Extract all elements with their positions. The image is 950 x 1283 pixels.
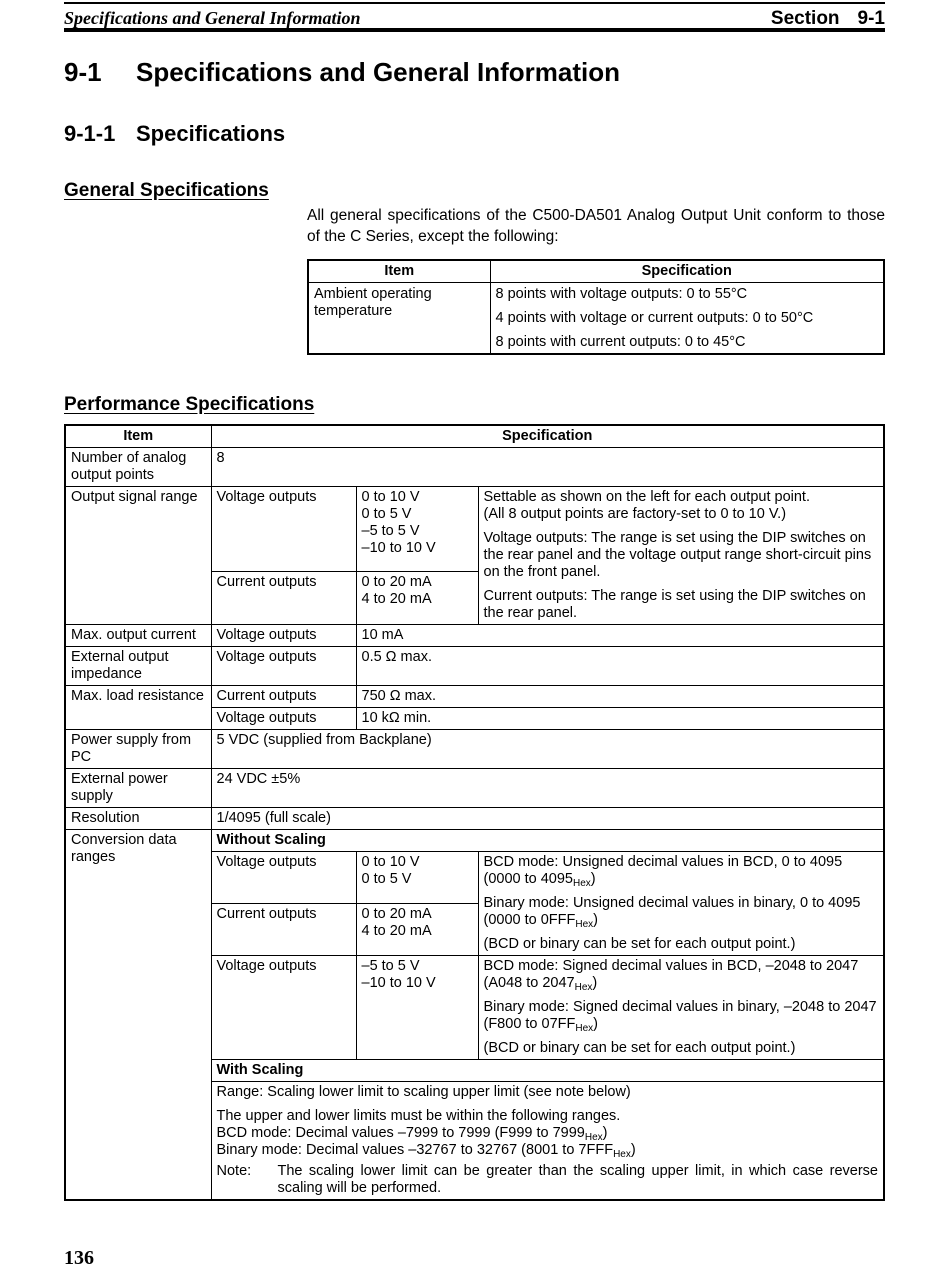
range-value: 0 to 10 V [361,854,420,870]
signed-bcd-note [484,958,879,992]
row-value-power-supply: 5 VDC (supplied from Backplane) [211,730,884,769]
range-value: 4 to 20 mA [361,591,432,607]
general-specs-intro: All general specifications of the C500-DA501 Analog Output Unit conform to those of the C Series, except the following: [307,207,885,245]
scaling-bcd-line [217,1125,879,1142]
row-label-max-load: Max. load resistance [65,686,211,730]
cell-conv-current-ranges [356,904,478,956]
running-header [64,2,885,32]
row-value-resolution: 1/4095 (full scale) [211,808,884,830]
temp-spec-line: 4 points with voltage or current outputs: 0 to 50°C [495,310,814,326]
note-text: ) [593,912,599,928]
cell-voltage-outputs: Voltage outputs [211,625,356,647]
bcd-or-binary-note: (BCD or binary can be set for each output point.) [483,936,796,952]
note-text: BCD mode: Unsigned decimal values in BCD, 0 to 4095 (0000 to 4095 [483,854,843,887]
range-note: Current outputs: The range is set using the DIP switches on the rear panel. [483,588,866,621]
range-value: 0 to 20 mA [361,906,432,922]
note-text: BCD mode: Signed decimal values in BCD, –2048 to 2047 (A048 to 2047 [483,958,859,991]
table-row [65,487,884,572]
cell-voltage-outputs: Voltage outputs [211,852,356,904]
performance-specs-table [64,424,885,1201]
general-specs-heading: General Specifications [64,180,269,201]
note-text: Binary mode: Unsigned decimal values in binary, 0 to 4095 (0000 to 0FFF [483,895,861,928]
section-heading-number: 9-1 [64,57,102,87]
unsigned-bcd-note [484,854,879,888]
cell-current-ranges [356,572,478,625]
performance-specs-heading: Performance Specifications [64,394,315,415]
bcd-or-binary-note: (BCD or binary can be set for each output point.) [483,1040,796,1056]
range-value: 4 to 20 mA [361,923,432,939]
subsection-heading-title: Specifications [136,121,286,146]
row-value-max-current: 10 mA [356,625,884,647]
row-value-ambient-temp [490,283,884,355]
table-header-row [65,425,884,448]
table-row [65,448,884,487]
page-number: 136 [64,1247,94,1269]
range-value: –5 to 5 V [361,958,420,974]
general-specs-table [307,259,885,355]
row-label-ext-power: External power supply [65,769,211,808]
header-section [771,8,885,30]
scaling-binary-line [217,1142,879,1159]
subsection-heading-number: 9-1-1 [64,121,116,146]
note-text: The scaling lower limit can be greater than the scaling upper limit, in which case reverse scaling will be performed. [277,1163,878,1196]
row-value-ext-impedance: 0.5 Ω max. [356,647,884,686]
range-value: –10 to 10 V [361,975,436,991]
hex-subscript: Hex [575,1023,594,1034]
col-header-item: Item [308,260,490,283]
cell-unsigned-notes [478,852,884,956]
cell-voltage-outputs: Voltage outputs [211,956,356,1060]
without-scaling-heading: Without Scaling [211,830,884,852]
col-header-item: Item [65,425,211,448]
range-value: 0 to 10 V [361,489,420,505]
note-text: BCD mode: Decimal values –7999 to 7999 (F999 to 7999 [216,1125,585,1141]
table-row [65,625,884,647]
note-text: ) [602,1125,608,1141]
range-note-line: (All 8 output points are factory-set to 0 to 10 V.) [483,506,787,522]
hex-subscript: Hex [575,919,594,930]
table-row [65,769,884,808]
scaling-note [211,1161,884,1200]
row-value-ext-power: 24 VDC ±5% [211,769,884,808]
col-header-spec: Specification [490,260,884,283]
table-header-row [308,260,884,283]
cell-current-outputs: Current outputs [211,904,356,956]
note-block [217,1163,879,1197]
range-note: Voltage outputs: The range is set using the DIP switches on the rear panel and the voltage output range short-circuit pins on the front panel. [483,530,872,580]
header-title: Specifications and General Information [64,8,361,28]
row-label-ext-impedance: External output impedance [65,647,211,686]
header-section-number: 9-1 [857,8,885,29]
table-row [65,830,884,852]
row-label-conversion: Conversion data ranges [65,830,211,1201]
signed-binary-note [484,999,879,1033]
note-text: Binary mode: Signed decimal values in binary, –2048 to 2047 (F800 to 07FF [483,999,877,1032]
note-text: ) [630,1142,636,1158]
row-label-power-supply: Power supply from PC [65,730,211,769]
hex-subscript: Hex [613,1149,631,1160]
note-label: Note: [216,1163,252,1179]
range-value: 0 to 5 V [361,871,412,887]
cell-voltage-outputs: Voltage outputs [211,708,356,730]
section-heading-title: Specifications and General Information [136,57,620,87]
scaling-limits-line: The upper and lower limits must be within the following ranges. [216,1108,621,1124]
row-label-num-points: Number of analog output points [65,448,211,487]
cell-signed-notes [478,956,884,1060]
cell-conv-signed-ranges [356,956,478,1060]
range-note-line: Settable as shown on the left for each output point. [483,489,810,505]
row-value-num-points: 8 [211,448,884,487]
hex-subscript: Hex [573,878,591,889]
cell-voltage-outputs: Voltage outputs [211,487,356,572]
table-row [308,283,884,355]
temp-spec-line: 8 points with current outputs: 0 to 45°C [495,334,746,350]
note-text: ) [592,975,598,991]
section-heading [64,57,620,88]
hex-subscript: Hex [584,1132,603,1143]
hex-subscript: Hex [574,982,593,993]
scaling-limits [217,1108,879,1159]
row-label-resolution: Resolution [65,808,211,830]
table-row [65,647,884,686]
cell-voltage-outputs: Voltage outputs [211,647,356,686]
row-value-max-load-voltage: 10 kΩ min. [356,708,884,730]
with-scaling-heading: With Scaling [211,1060,884,1082]
unsigned-binary-note [484,895,879,929]
table-row [65,730,884,769]
cell-voltage-ranges [356,487,478,572]
cell-current-outputs: Current outputs [211,686,356,708]
row-label-max-current: Max. output current [65,625,211,647]
note-text: ) [593,1016,599,1032]
table-row [65,808,884,830]
temp-spec-line: 8 points with voltage outputs: 0 to 55°C [495,286,748,302]
subsection-heading [64,121,285,147]
row-value-max-load-current: 750 Ω max. [356,686,884,708]
range-note [484,489,879,523]
cell-current-outputs: Current outputs [211,572,356,625]
row-label-ambient-temp: Ambient operating temperature [308,283,490,355]
cell-conv-voltage-ranges [356,852,478,904]
table-row [65,686,884,708]
range-value: 0 to 5 V [361,506,412,522]
note-text: ) [590,871,596,887]
range-value: –10 to 10 V [361,540,436,556]
scaling-details [211,1082,884,1162]
range-value: 0 to 20 mA [361,574,432,590]
cell-range-notes [478,487,884,625]
header-section-label: Section [770,8,840,29]
col-header-spec: Specification [211,425,884,448]
row-label-output-range: Output signal range [65,487,211,625]
range-value: –5 to 5 V [361,523,420,539]
note-text: Binary mode: Decimal values –32767 to 32767 (8001 to 7FFF [216,1142,614,1158]
scaling-range: Range: Scaling lower limit to scaling upper limit (see note below) [216,1084,631,1100]
